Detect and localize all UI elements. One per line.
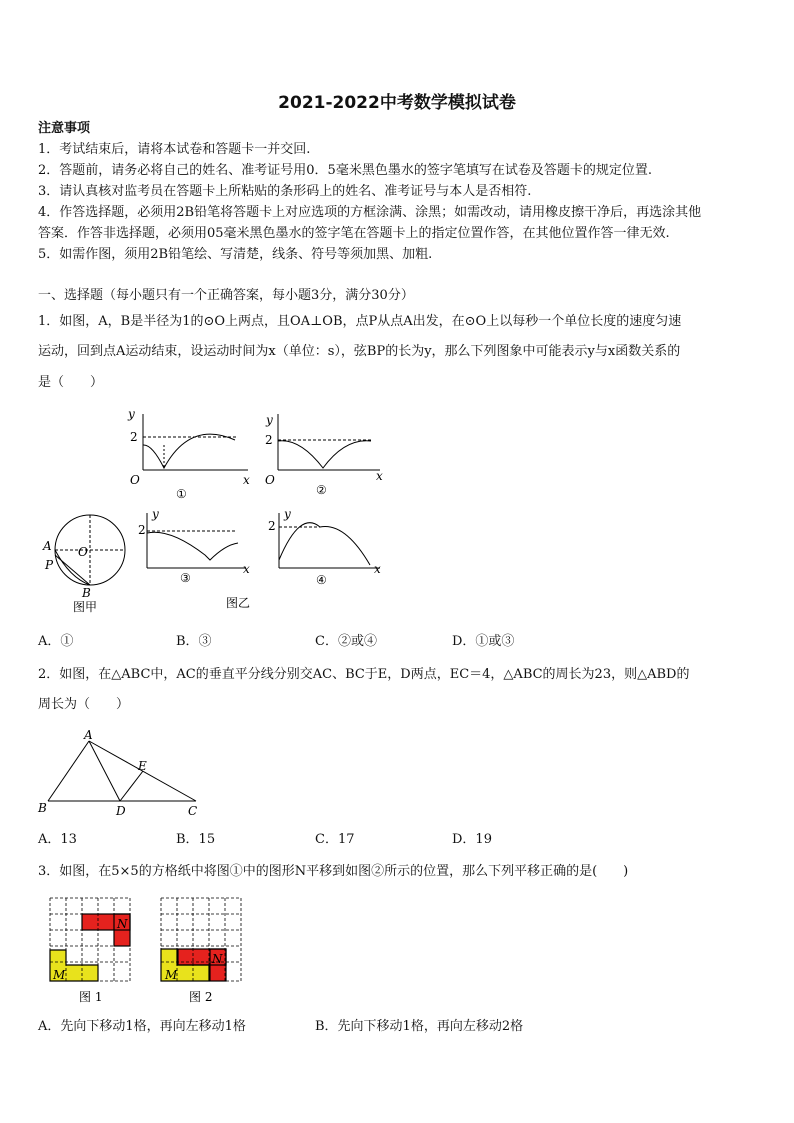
q1-text: 1．如图，A，B是半径为1的⊙O上两点，且OA⊥OB，点P从点A出发，在⊙O上以每秒一个单位长度的速度匀速 [38, 314, 682, 329]
y-axis-label: y [284, 507, 291, 521]
graph-label: ① [176, 487, 187, 501]
tick-label: 2 [265, 433, 273, 447]
q3-option-b[interactable]: B．先向下移动1格，再向左移动2格 [315, 1019, 524, 1034]
shape-label: M [165, 968, 178, 982]
point-label: C [188, 804, 198, 818]
q1-option-c[interactable]: C．②或④ [315, 634, 377, 649]
q3-option-a[interactable]: A．先向下移动1格，再向左移动1格 [38, 1019, 246, 1034]
point-label: B [38, 801, 47, 815]
q2-option-b[interactable]: B．15 [176, 832, 216, 847]
x-axis-label: x [376, 469, 383, 483]
y-axis-label: y [152, 507, 159, 521]
y-axis-label: y [128, 407, 135, 421]
shape-label: M [53, 968, 66, 982]
notice-item: 答案．作答非选择题，必须用05毫米黑色墨水的签字笔在答题卡上的指定位置作答，在其他位置作答一律无效. [38, 226, 670, 241]
notice-item: 4．作答选择题，必须用2B铅笔将答题卡上对应选项的方框涂满、涂黑；如需改动，请用橡皮擦干净后，再选涂其他 [38, 205, 702, 220]
figure-caption: 图 1 [79, 990, 103, 1004]
graph-label: ③ [180, 571, 191, 585]
y-axis-label: y [266, 413, 273, 427]
x-axis-label: x [243, 562, 250, 576]
q1-option-a[interactable]: A．① [38, 634, 74, 649]
figure-caption: 图乙 [226, 596, 251, 610]
shape-label: N [117, 917, 128, 931]
point-label: O [78, 545, 88, 559]
notice-heading: 注意事项 [38, 121, 91, 136]
notice-item: 2．答题前，请务必将自己的姓名、准考证号用0．5毫米黑色墨水的签字笔填写在试卷及答题卡的规定位置. [38, 163, 652, 178]
q2-text: 2．如图，在△ABC中，AC的垂直平分线分别交AC、BC于E，D两点，EC＝4，△ABC的周长为23，则△ABD的 [38, 667, 690, 682]
q1-option-d[interactable]: D．①或③ [452, 634, 515, 649]
q3-text: 3．如图，在5×5的方格纸中将图①中的图形N平移到如图②所示的位置，那么下列平移正确的是( ) [38, 864, 629, 879]
section-heading: 一、选择题（每小题只有一个正确答案，每小题3分，满分30分） [38, 288, 414, 303]
graph-label: ④ [316, 573, 327, 587]
tick-label: 2 [138, 523, 146, 537]
q2-option-c[interactable]: C．17 [315, 832, 355, 847]
x-axis-label: x [243, 473, 250, 487]
q1-text: 是（ ） [38, 375, 104, 390]
tick-label: 2 [130, 430, 138, 444]
page-title: 2021-2022中考数学模拟试卷 [278, 93, 516, 113]
shape-label: N [212, 952, 223, 966]
tick-label: 2 [268, 519, 276, 533]
notice-item: 5．如需作图，须用2B铅笔绘、写清楚，线条、符号等须加黑、加粗. [38, 247, 433, 262]
point-label: A [43, 539, 52, 553]
q2-text: 周长为（ ） [38, 697, 130, 712]
x-axis-label: x [374, 562, 381, 576]
q2-option-d[interactable]: D．19 [452, 832, 492, 847]
q2-option-a[interactable]: A．13 [38, 832, 77, 847]
q1-option-b[interactable]: B．③ [176, 634, 212, 649]
q1-text: 运动，回到点A运动结束，设运动时间为x（单位：s），弦BP的长为y，那么下列图象中可能表示y与x函数关系的 [38, 344, 681, 359]
point-label: E [138, 759, 147, 773]
origin-label: O [265, 473, 275, 487]
point-label: P [45, 558, 54, 572]
graph-label: ② [316, 483, 327, 497]
point-label: B [82, 586, 91, 600]
figure-caption: 图甲 [73, 600, 98, 614]
notice-item: 3．请认真核对监考员在答题卡上所粘贴的条形码上的姓名、准考证号与本人是否相符. [38, 184, 532, 199]
point-label: D [116, 804, 126, 818]
origin-label: O [130, 473, 140, 487]
figure-caption: 图 2 [189, 990, 213, 1004]
notice-item: 1．考试结束后，请将本试卷和答题卡一并交回. [38, 142, 311, 157]
point-label: A [84, 728, 93, 742]
